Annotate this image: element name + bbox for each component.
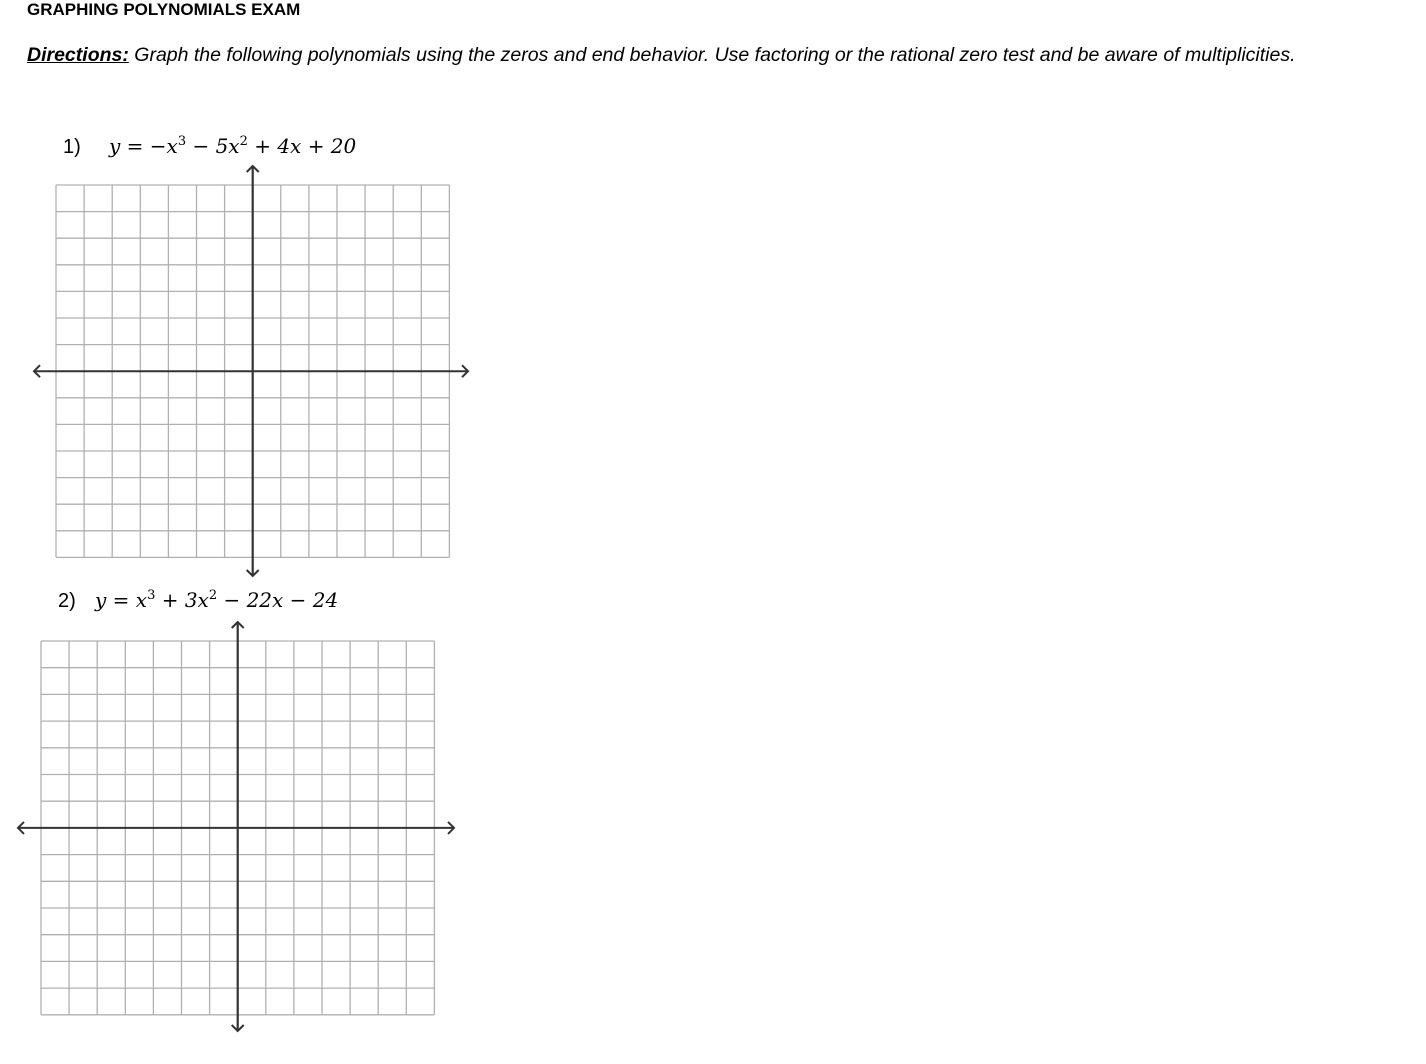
directions <box>27 44 1296 67</box>
problem-1 <box>63 134 356 159</box>
directions-text: Graph the following polynomials using the zeros and end behavior. Use factoring or the rational zero test and be aware of multiplicities. <box>128 44 1296 66</box>
directions-label: Directions: <box>27 44 129 66</box>
problem-2 <box>58 588 338 613</box>
exam-title: GRAPHING POLYNOMIALS EXAM <box>27 0 301 19</box>
problem-1-equation: $y = -x^3 - 5x^2 + 4x + 20$ <box>109 134 357 158</box>
problem-2-equation: $y = x^3 + 3x^2 - 22x - 24$ <box>95 588 339 612</box>
coordinate-grid-1[interactable] <box>0 160 480 580</box>
problem-1-number: 1) <box>63 136 81 158</box>
problem-2-number: 2) <box>58 590 76 612</box>
coordinate-grid-2[interactable] <box>0 615 480 1045</box>
